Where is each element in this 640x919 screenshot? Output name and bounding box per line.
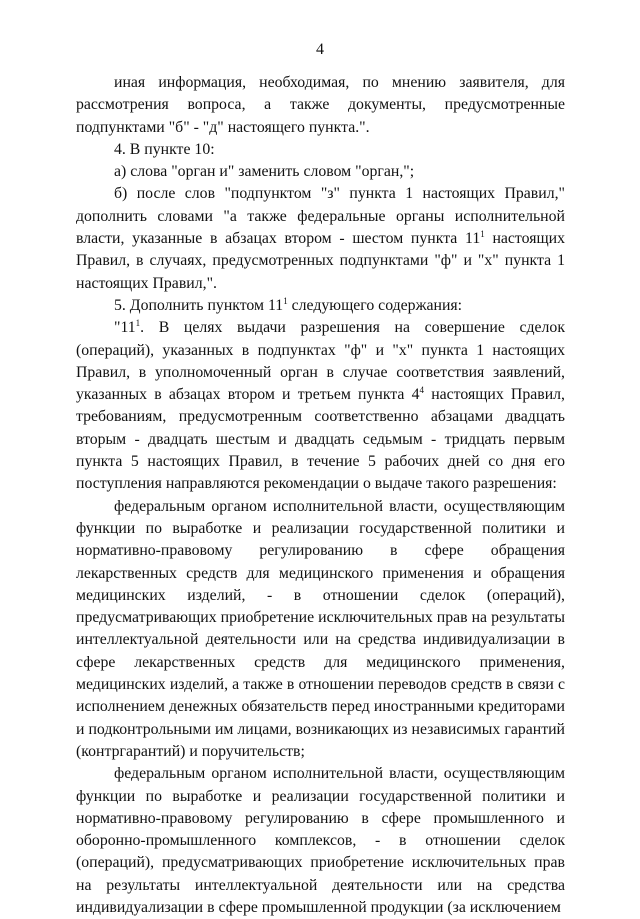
paragraph-text: 5. Дополнить пунктом 11 bbox=[114, 296, 284, 314]
paragraph-text: а) слова "орган и" заменить словом "орган,"; bbox=[114, 163, 415, 181]
paragraph-text: иная информация, необходимая, по мнению заявителя, для рассмотрения вопроса, а также документы, предусмотренные подпунктами "б" - "д" настоящего пункта.". bbox=[76, 74, 565, 136]
superscript: 1 bbox=[283, 295, 288, 306]
paragraph-text: б) после слов "подпунктом "з" пункта 1 настоящих Правил," дополнить словами "а также федеральные органы исполнительной власти, указанные в абзацах втором - шестом пункта 11 bbox=[76, 185, 565, 248]
paragraph-text: федеральным органом исполнительной власти, осуществляющим функции по выработке и реализации государственной политики и нормативно-правовому регулированию в сфере промышленного и оборонно-промышленного комплексов, - в отношении сделок (операций), предусматривающих приобретение исключительных прав на результаты интеллектуальной деятельности или на средства индивидуализации в сфере промышленной продукции (за исключением bbox=[76, 765, 565, 916]
superscript: 1 bbox=[135, 318, 141, 329]
paragraph bbox=[76, 317, 565, 495]
paragraph bbox=[76, 161, 565, 183]
paragraph-text: следующего содержания: bbox=[287, 296, 463, 314]
paragraph-text: . В целях выдачи разрешения на совершение сделок (операций), указанных в подпунктах "ф" и "х" пункта 1 настоящих Правил, в уполномоченный орган в случае соответствия заявлений, указанных в абзацах втором и третьем пункта 4 bbox=[76, 319, 565, 404]
paragraph bbox=[76, 139, 565, 161]
superscript: 4 bbox=[419, 385, 424, 396]
paragraph bbox=[76, 72, 565, 139]
paragraph bbox=[76, 763, 565, 919]
superscript: 1 bbox=[480, 229, 485, 240]
paragraph-text: "11 bbox=[114, 319, 136, 337]
paragraph-text: настоящих Правил, требованиям, предусмотренным соответственно абзацами двадцать вторым - двадцать шестым и двадцать седьмым - тридцать первым пункта 5 настоящих Правил, в течение 5 рабочих дней со дня его поступления направляются рекомендации о выдаче такого разрешения: bbox=[76, 386, 565, 493]
paragraph-text: настоящих Правил, в случаях, предусмотренных подпунктами "ф" и "х" пункта 1 настоящих Правил,". bbox=[76, 230, 565, 292]
paragraph-text: 4. В пункте 10: bbox=[114, 140, 215, 158]
paragraph bbox=[76, 183, 565, 294]
document-body bbox=[76, 72, 565, 919]
paragraph bbox=[76, 295, 565, 317]
paragraph bbox=[76, 496, 565, 764]
page-number: 4 bbox=[316, 41, 324, 58]
paragraph-text: федеральным органом исполнительной власти, осуществляющим функции по выработке и реализации государственной политики и нормативно-правовому регулированию в сфере обращения лекарственных средств для медицинского применения и обращения медицинских изделий, - в отношении сделок (операций), предусматривающих приобретение исключительных прав на результаты интеллектуальной деятельности или на средства индивидуализации в сфере лекарственных средств для медицинского применения, медицинских изделий, а также в отношении переводов средств в связи с исполнением денежных обязательств перед иностранными кредиторами и подконтрольными им лицами, возникающих из независимых гарантий (контргарантий) и поручительств; bbox=[76, 497, 565, 760]
